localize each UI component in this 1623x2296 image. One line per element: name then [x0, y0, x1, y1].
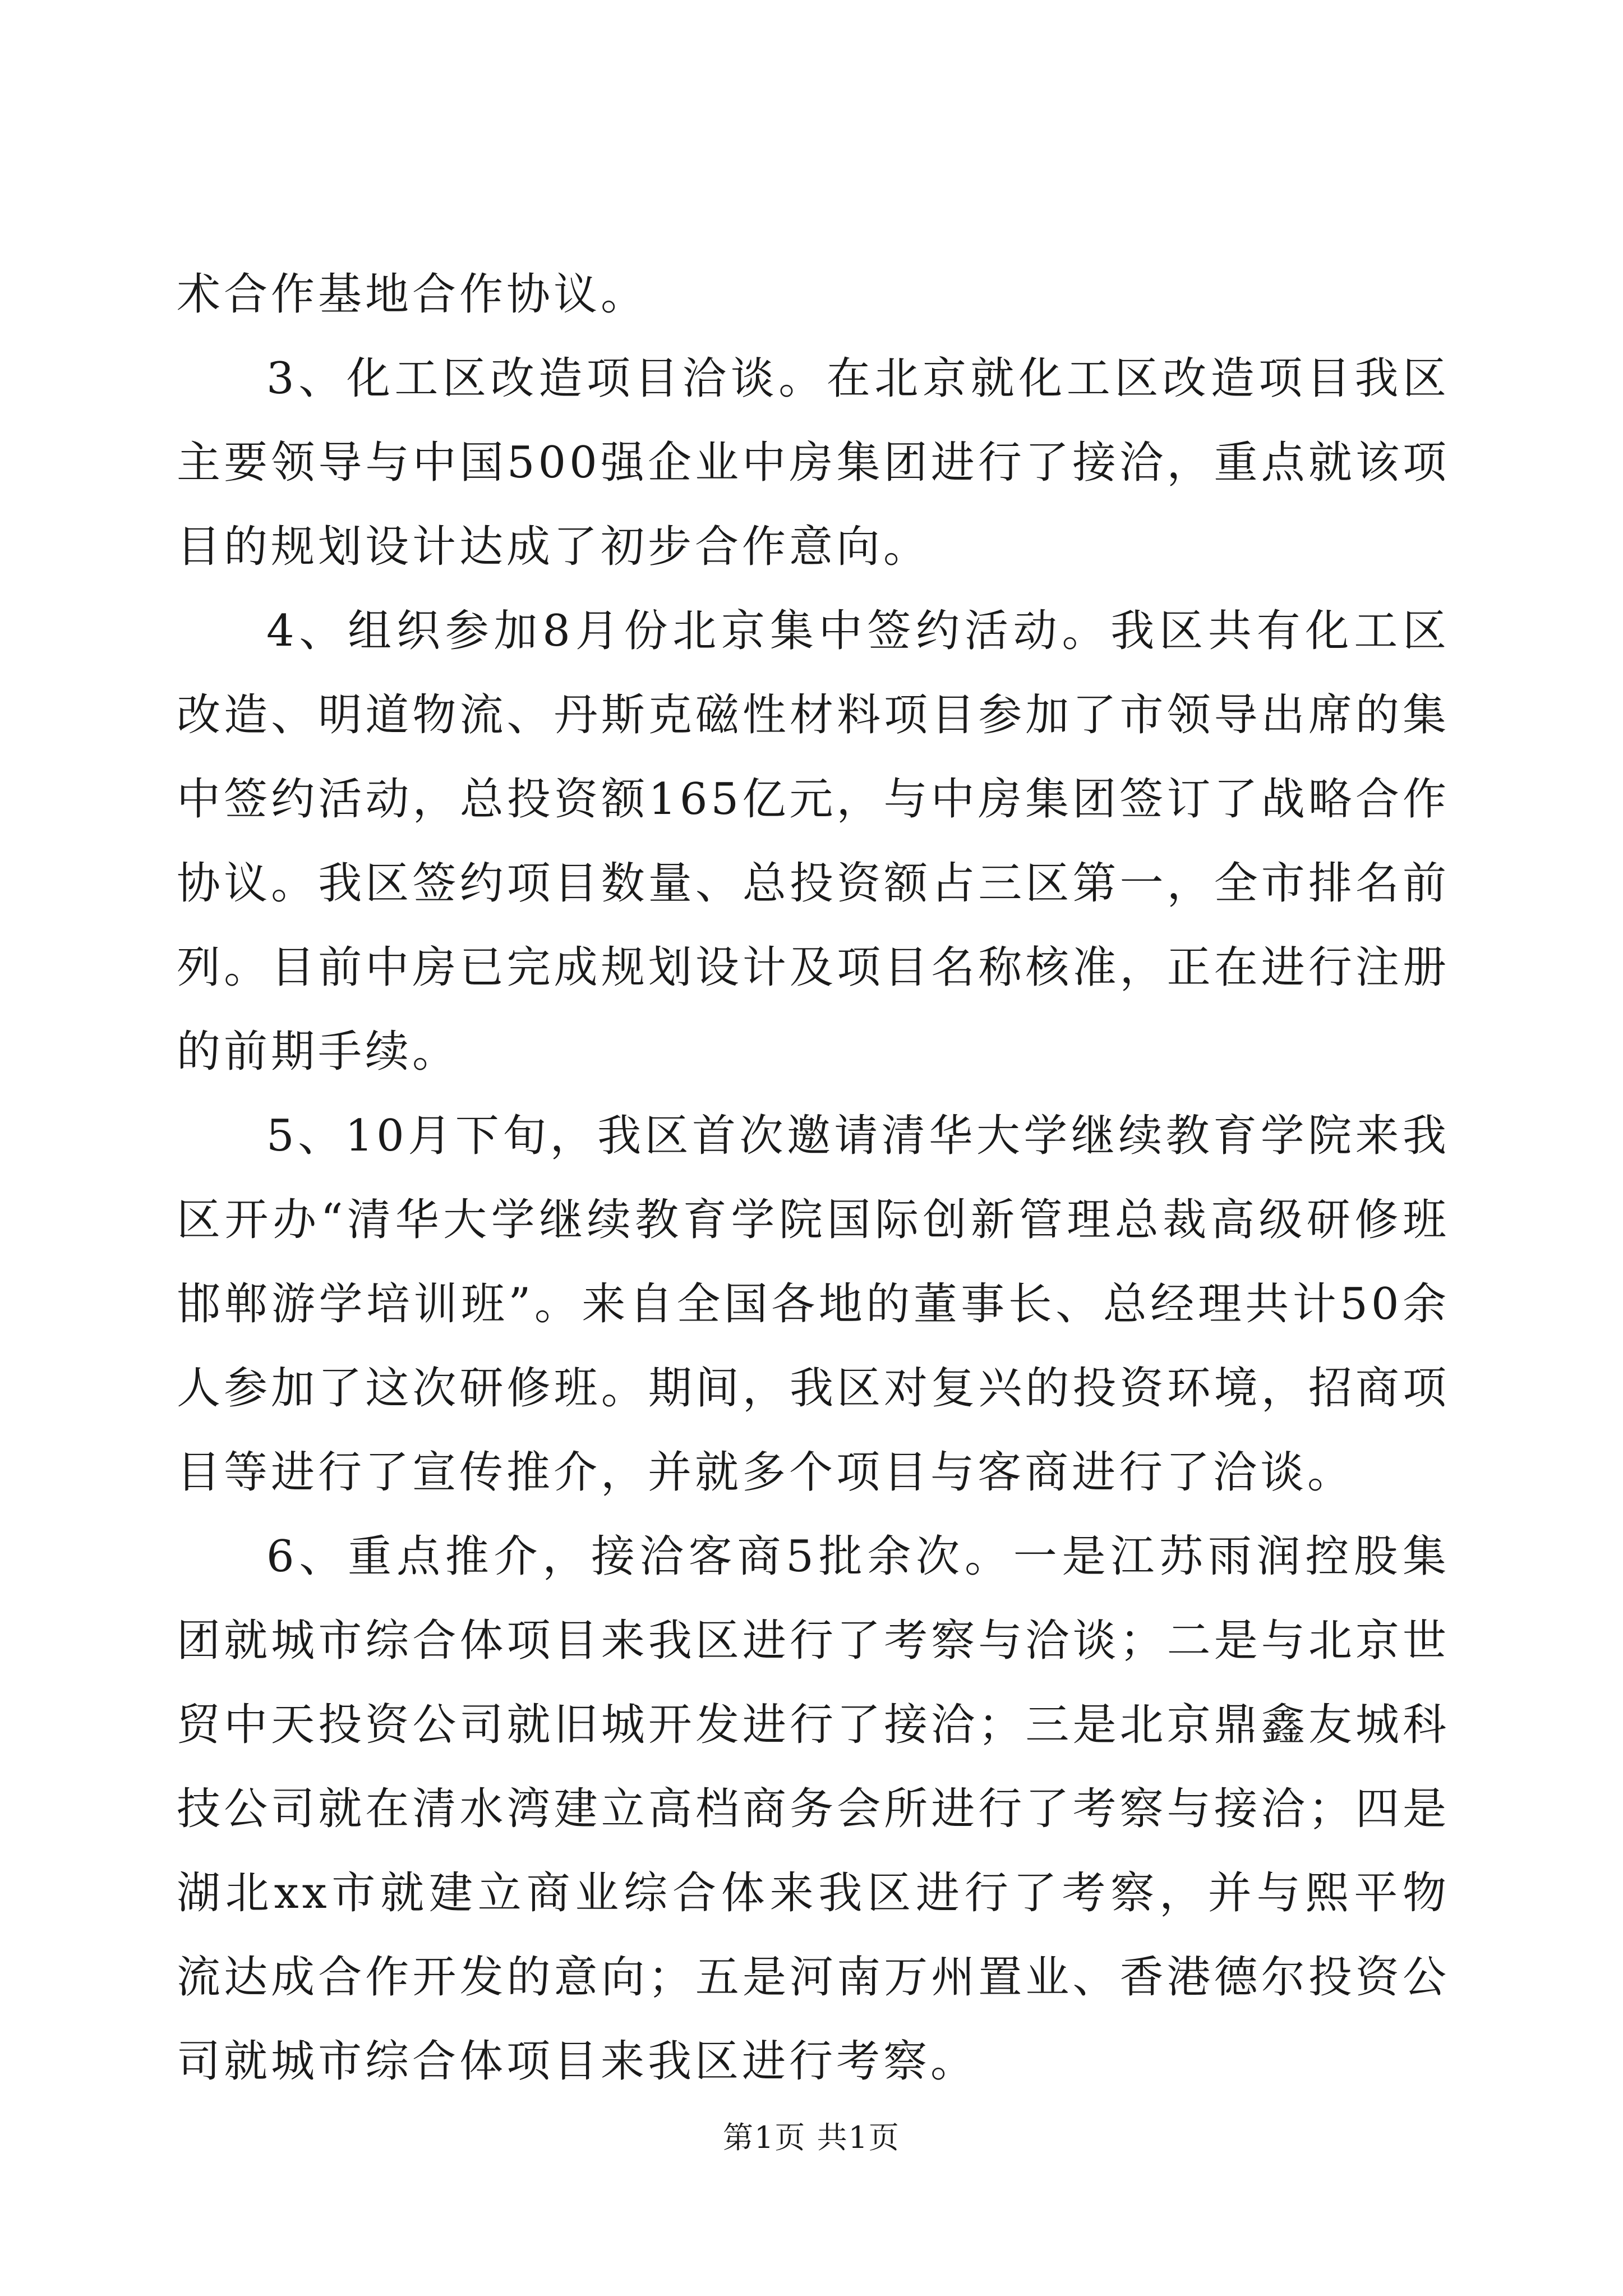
paragraph-item-3: 3、化工区改造项目洽谈。在北京就化工区改造项目我区主要领导与中国500强企业中房集团进行了接洽，重点就该项目的规划设计达成了初步合作意向。 — [177, 353, 1450, 572]
paragraph-item-5: 5、10月下旬，我区首次邀请清华大学继续教育学院来我区开办“清华大学继续教育学院国际创新管理总裁高级研修班邯郸游学培训班”。来自全国各地的董事长、总经理共计50余人参加了这次研修班。期间，我区对复兴的投资环境，招商项目等进行了宣传推介，并就多个项目与客商进行了洽谈。 — [177, 1111, 1450, 1498]
paragraph-continuation: 术合作基地合作协议。 — [177, 269, 648, 320]
page-footer: 第1页 共1页 — [723, 2120, 900, 2155]
document-body — [177, 252, 1450, 2104]
paragraph-item-4: 4、组织参加8月份北京集中签约活动。我区共有化工区改造、明道物流、丹斯克磁性材料项目参加了市领导出席的集中签约活动，总投资额165亿元，与中房集团签订了战略合作协议。我区签约项目数量、总投资额占三区第一，全市排名前列。目前中房已完成规划设计及项目名称核准，正在进行注册的前期手续。 — [177, 606, 1450, 1077]
paragraph-item-6: 6、重点推介，接洽客商5批余次。一是江苏雨润控股集团就城市综合体项目来我区进行了考察与洽谈；二是与北京世贸中天投资公司就旧城开发进行了接洽；三是北京鼎鑫友城科技公司就在清水湾建立高档商务会所进行了考察与接洽；四是湖北xx市就建立商业综合体来我区进行了考察，并与熙平物流达成合作开发的意向；五是河南万州置业、香港德尔投资公司就城市综合体项目来我区进行考察。 — [177, 1531, 1450, 2087]
